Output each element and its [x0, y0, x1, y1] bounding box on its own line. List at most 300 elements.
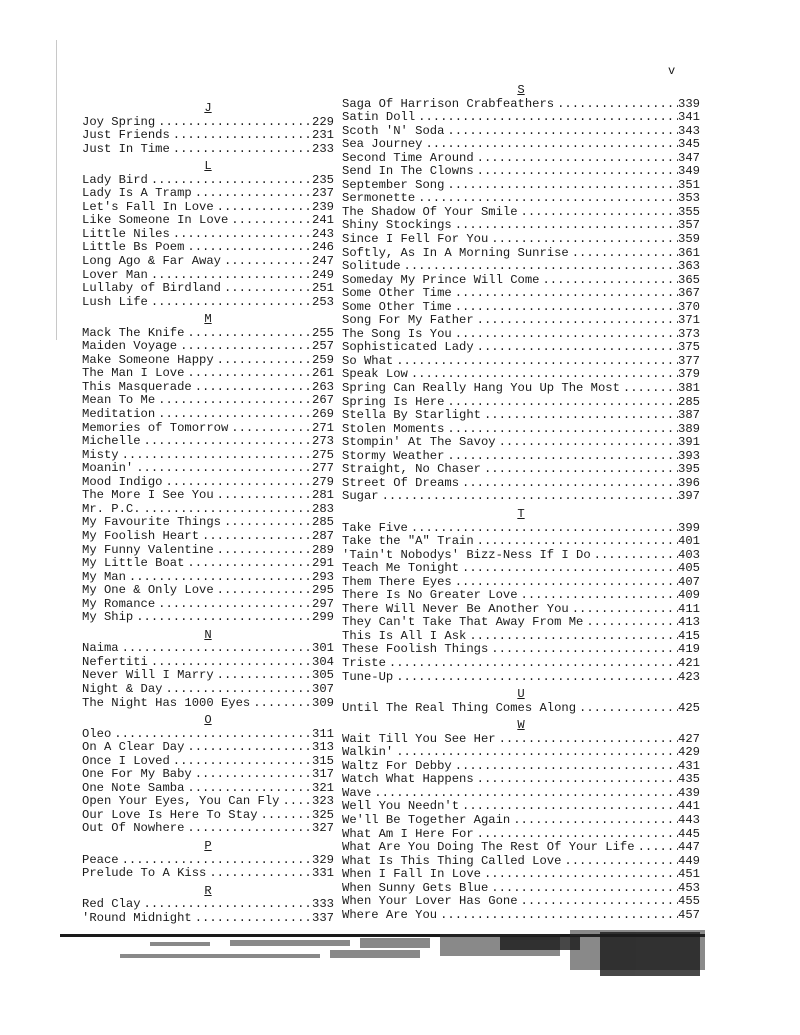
dot-leader	[155, 408, 312, 422]
entry-title: My Man	[82, 569, 126, 584]
index-entry	[82, 854, 334, 868]
entry-title: September Song	[342, 177, 445, 192]
dot-leader	[591, 549, 678, 563]
entry-page: 253	[312, 294, 334, 309]
entry-title: Until The Real Thing Comes Along	[342, 700, 577, 715]
entry-title: We'll Be Together Again	[342, 812, 511, 827]
index-entry	[82, 697, 334, 711]
entry-page: 297	[312, 596, 334, 611]
index-column-left	[82, 102, 334, 925]
index-entry	[82, 327, 334, 341]
entry-page: 281	[312, 488, 334, 503]
entry-title: Stompin' At The Savoy	[342, 435, 496, 450]
entry-page: 387	[678, 408, 700, 423]
entry-title: Mood Indigo	[82, 474, 163, 489]
entry-title: Waltz For Debby	[342, 758, 452, 773]
index-entry	[82, 187, 334, 201]
section-letter-o: O	[204, 713, 212, 728]
index-entry	[342, 882, 700, 896]
entry-page: 231	[312, 128, 334, 143]
entry-title: Mr. P.C.	[82, 501, 141, 516]
dot-leader	[481, 409, 678, 423]
dot-leader	[452, 328, 678, 342]
entry-page: 329	[312, 852, 334, 867]
entry-page: 259	[312, 352, 334, 367]
entry-page: 427	[678, 731, 700, 746]
entry-page: 395	[678, 462, 700, 477]
dot-leader	[214, 584, 312, 598]
dot-leader	[170, 143, 312, 157]
index-entry	[342, 260, 700, 274]
entry-page: 233	[312, 141, 334, 156]
index-entry	[342, 746, 700, 760]
dot-leader	[133, 611, 312, 625]
entry-page: 273	[312, 434, 334, 449]
index-entry	[82, 408, 334, 422]
index-entry	[82, 255, 334, 269]
entry-page: 435	[678, 772, 700, 787]
index-entry	[342, 423, 700, 437]
entry-page: 425	[678, 700, 700, 715]
dot-leader	[258, 809, 312, 823]
entry-title: Spring Is Here	[342, 394, 445, 409]
index-entry	[82, 422, 334, 436]
index-entry	[82, 489, 334, 503]
entry-page: 289	[312, 542, 334, 557]
entry-title: One For My Baby	[82, 767, 192, 782]
entry-page: 293	[312, 569, 334, 584]
dot-leader	[184, 557, 312, 571]
entry-page: 411	[678, 601, 700, 616]
index-entry	[82, 201, 334, 215]
entry-page: 455	[678, 894, 700, 909]
index-entry	[342, 828, 700, 842]
dot-leader	[452, 287, 678, 301]
entry-page: 299	[312, 610, 334, 625]
index-entry	[342, 895, 700, 909]
dot-leader	[415, 111, 678, 125]
dot-leader	[496, 436, 678, 450]
dot-leader	[518, 895, 678, 909]
entry-title: Mack The Knife	[82, 325, 185, 340]
scan-noise-band	[60, 920, 705, 982]
entry-page: 313	[312, 740, 334, 755]
dot-leader	[576, 702, 678, 716]
entry-page: 311	[312, 726, 334, 741]
entry-title: Tune-Up	[342, 669, 394, 684]
index-entry	[342, 787, 700, 801]
entry-page: 239	[312, 199, 334, 214]
entry-title: Little Bs Poem	[82, 240, 185, 255]
entry-page: 361	[678, 245, 700, 260]
entry-page: 415	[678, 628, 700, 643]
section-letter-p: P	[204, 838, 212, 853]
entry-page: 365	[678, 272, 700, 287]
dot-leader	[170, 755, 312, 769]
entry-title: Moanin'	[82, 461, 134, 476]
index-entry	[82, 683, 334, 697]
section-letter-n: N	[204, 627, 212, 642]
entry-title: What Is This Thing Called Love	[342, 853, 562, 868]
entry-page: 349	[678, 164, 700, 179]
index-entry	[342, 549, 700, 563]
entry-page: 399	[678, 520, 700, 535]
dot-leader	[214, 354, 312, 368]
dot-leader	[444, 423, 678, 437]
index-entry	[82, 530, 334, 544]
entry-page: 315	[312, 753, 334, 768]
entry-page: 341	[678, 110, 700, 125]
index-entry	[342, 138, 700, 152]
index-entry	[342, 206, 700, 220]
index-entry	[82, 809, 334, 823]
dot-leader	[452, 219, 678, 233]
index-entry	[82, 741, 334, 755]
dot-leader	[133, 462, 312, 476]
entry-page: 363	[678, 259, 700, 274]
index-entry	[82, 544, 334, 558]
entry-page: 327	[312, 821, 334, 836]
entry-title: Street Of Dreams	[342, 475, 460, 490]
entry-page: 307	[312, 681, 334, 696]
entry-title: Oleo	[82, 726, 112, 741]
entry-page: 359	[678, 232, 700, 247]
entry-page: 375	[678, 340, 700, 355]
dot-leader	[155, 116, 312, 130]
index-entry	[82, 296, 334, 310]
entry-page: 277	[312, 461, 334, 476]
dot-leader	[569, 603, 678, 617]
entry-page: 401	[678, 534, 700, 549]
dot-leader	[401, 260, 678, 274]
index-entry	[342, 562, 700, 576]
dot-leader	[184, 241, 312, 255]
entry-page: 323	[312, 794, 334, 809]
index-entry	[342, 657, 700, 671]
dot-leader	[474, 314, 678, 328]
dot-leader	[474, 152, 678, 166]
dot-leader	[554, 98, 678, 112]
dot-leader	[415, 192, 678, 206]
entry-page: 271	[312, 420, 334, 435]
index-entry	[342, 450, 700, 464]
index-entry	[342, 165, 700, 179]
dot-leader	[393, 671, 678, 685]
section-letter-r: R	[204, 883, 212, 898]
entry-title: Since I Fell For You	[342, 232, 489, 247]
entry-page: 257	[312, 339, 334, 354]
entry-page: 396	[678, 475, 700, 490]
index-entry	[82, 394, 334, 408]
section-letter-t: T	[517, 506, 525, 521]
entry-title: Lush Life	[82, 294, 148, 309]
section-letter-l: L	[204, 159, 212, 174]
entry-page: 409	[678, 588, 700, 603]
entry-page: 295	[312, 583, 334, 598]
index-entry	[82, 462, 334, 476]
dot-leader	[126, 571, 312, 585]
dot-leader	[214, 201, 312, 215]
section-letter-j: J	[204, 101, 212, 115]
index-entry	[342, 328, 700, 342]
index-entry	[342, 522, 700, 536]
index-entry	[342, 616, 700, 630]
index-entry	[82, 898, 334, 912]
entry-page: 379	[678, 367, 700, 382]
dot-leader	[518, 589, 678, 603]
entry-title: My Romance	[82, 596, 156, 611]
index-entry	[342, 98, 700, 112]
entry-page: 343	[678, 123, 700, 138]
dot-leader	[481, 868, 678, 882]
index-entry	[342, 233, 700, 247]
index-entry	[82, 656, 334, 670]
entry-title: Out Of Nowhere	[82, 821, 185, 836]
entry-page: 321	[312, 780, 334, 795]
dot-leader	[221, 516, 312, 530]
index-entry	[342, 463, 700, 477]
entry-title: Stella By Starlight	[342, 408, 481, 423]
entry-title: Red Clay	[82, 897, 141, 912]
entry-title: These Foolish Things	[342, 642, 489, 657]
dot-leader	[162, 476, 312, 490]
dot-leader	[162, 683, 312, 697]
entry-page: 283	[312, 501, 334, 516]
entry-page: 267	[312, 393, 334, 408]
entry-title: My Ship	[82, 610, 134, 625]
dot-leader	[184, 822, 312, 836]
dot-leader	[206, 867, 312, 881]
index-entry	[342, 603, 700, 617]
dot-leader	[386, 657, 678, 671]
index-entry	[342, 287, 700, 301]
entry-page: 333	[312, 897, 334, 912]
index-entry	[82, 728, 334, 742]
index-entry	[82, 598, 334, 612]
entry-page: 441	[678, 799, 700, 814]
index-entry	[342, 111, 700, 125]
entry-page: 337	[312, 910, 334, 925]
index-entry	[82, 282, 334, 296]
entry-title: Stolen Moments	[342, 421, 445, 436]
entry-page: 445	[678, 826, 700, 841]
index-entry	[82, 476, 334, 490]
index-entry	[342, 396, 700, 410]
index-entry	[82, 669, 334, 683]
dot-leader	[192, 768, 312, 782]
index-entry	[82, 143, 334, 157]
entry-title: Misty	[82, 447, 119, 462]
entry-title: Michelle	[82, 434, 141, 449]
entry-page: 291	[312, 556, 334, 571]
entry-page: 304	[312, 654, 334, 669]
entry-page: 247	[312, 254, 334, 269]
dot-leader	[214, 489, 312, 503]
index-entry	[342, 382, 700, 396]
dot-leader	[518, 206, 678, 220]
index-entry	[342, 314, 700, 328]
entry-title: Some Other Time	[342, 299, 452, 314]
entry-title: Walkin'	[342, 745, 394, 760]
entry-title: There Is No Greater Love	[342, 588, 518, 603]
entry-page: 251	[312, 281, 334, 296]
entry-title: Never Will I Marry	[82, 668, 214, 683]
index-entry	[82, 367, 334, 381]
dot-leader	[466, 630, 678, 644]
entry-title: Send In The Clowns	[342, 164, 474, 179]
dot-leader	[459, 562, 678, 576]
entry-page: 403	[678, 547, 700, 562]
index-entry	[82, 241, 334, 255]
entry-page: 377	[678, 353, 700, 368]
entry-title: So What	[342, 353, 394, 368]
entry-page: 249	[312, 267, 334, 282]
dot-leader	[488, 233, 678, 247]
entry-title: They Can't Take That Away From Me	[342, 615, 584, 630]
entry-title: Sophisticated Lady	[342, 340, 474, 355]
entry-title: Take Five	[342, 520, 408, 535]
entry-title: Open Your Eyes, You Can Fly	[82, 794, 280, 809]
index-entry	[82, 116, 334, 130]
dot-leader	[539, 274, 678, 288]
entry-title: Long Ago & Far Away	[82, 254, 221, 269]
entry-page: 391	[678, 435, 700, 450]
index-entry	[342, 773, 700, 787]
entry-page: 423	[678, 669, 700, 684]
dot-leader	[481, 463, 678, 477]
entry-page: 447	[678, 840, 700, 855]
dot-leader	[393, 355, 678, 369]
dot-leader	[199, 530, 312, 544]
dot-leader	[148, 296, 312, 310]
entry-page: 373	[678, 326, 700, 341]
entry-title: Prelude To A Kiss	[82, 866, 207, 881]
index-entry	[342, 490, 700, 504]
entry-page: 285	[678, 394, 700, 409]
entry-title: Peace	[82, 852, 119, 867]
dot-leader	[488, 882, 678, 896]
index-entry	[342, 733, 700, 747]
entry-page: 279	[312, 474, 334, 489]
entry-page: 243	[312, 226, 334, 241]
index-entry	[82, 449, 334, 463]
entry-page: 325	[312, 807, 334, 822]
index-entry	[82, 755, 334, 769]
index-entry	[342, 643, 700, 657]
index-entry	[342, 368, 700, 382]
index-entry	[342, 219, 700, 233]
entry-page: 367	[678, 286, 700, 301]
entry-title: Lady Bird	[82, 172, 148, 187]
entry-title: Naima	[82, 641, 119, 656]
entry-title: Them There Eyes	[342, 574, 452, 589]
index-entry	[82, 557, 334, 571]
dot-leader	[620, 382, 678, 396]
entry-title: Like Someone In Love	[82, 213, 229, 228]
index-entry	[82, 516, 334, 530]
dot-leader	[474, 341, 678, 355]
entry-title: The Man I Love	[82, 366, 185, 381]
dot-leader	[452, 760, 678, 774]
index-entry	[82, 381, 334, 395]
index-entry	[82, 642, 334, 656]
entry-page: 421	[678, 655, 700, 670]
entry-title: Our Love Is Here To Stay	[82, 807, 258, 822]
dot-leader	[371, 787, 678, 801]
entry-page: 317	[312, 767, 334, 782]
dot-leader	[148, 269, 312, 283]
entry-page: 413	[678, 615, 700, 630]
index-entry	[342, 125, 700, 139]
index-entry	[342, 589, 700, 603]
entry-page: 449	[678, 853, 700, 868]
index-entry	[342, 855, 700, 869]
entry-title: The Song Is You	[342, 326, 452, 341]
dot-leader	[444, 179, 678, 193]
index-entry	[342, 702, 700, 716]
entry-title: Nefertiti	[82, 654, 148, 669]
index-column-right	[342, 84, 700, 922]
index-entry	[82, 340, 334, 354]
dot-leader	[111, 728, 312, 742]
entry-title: 'Tain't Nobodys' Bizz-Ness If I Do	[342, 547, 591, 562]
dot-leader	[192, 381, 312, 395]
entry-title: Triste	[342, 655, 386, 670]
entry-title: Memories of Tomorrow	[82, 420, 229, 435]
entry-title: Little Niles	[82, 226, 170, 241]
section-letter-u: U	[517, 687, 525, 702]
entry-page: 235	[312, 172, 334, 187]
index-entry	[342, 671, 700, 685]
index-entry	[342, 355, 700, 369]
index-entry	[342, 436, 700, 450]
entry-page: 353	[678, 191, 700, 206]
dot-leader	[214, 544, 312, 558]
index-entry	[342, 274, 700, 288]
entry-page: 393	[678, 448, 700, 463]
entry-page: 451	[678, 867, 700, 882]
entry-title: My One & Only Love	[82, 583, 214, 598]
entry-title: Some Other Time	[342, 286, 452, 301]
entry-title: Straight, No Chaser	[342, 462, 481, 477]
dot-leader	[279, 795, 312, 809]
dot-leader	[379, 490, 678, 504]
dot-leader	[408, 522, 678, 536]
index-entry	[342, 814, 700, 828]
dot-leader	[228, 214, 312, 228]
dot-leader	[444, 450, 678, 464]
entry-title: This Masquerade	[82, 379, 192, 394]
entry-title: Where Are You	[342, 907, 438, 922]
dot-leader	[422, 138, 678, 152]
entry-page: 285	[312, 515, 334, 530]
entry-page: 457	[678, 907, 700, 922]
index-entry	[342, 301, 700, 315]
entry-page: 229	[312, 114, 334, 129]
dot-leader	[141, 435, 312, 449]
index-entry	[82, 174, 334, 188]
entry-title: Saga Of Harrison Crabfeathers	[342, 96, 555, 111]
index-entry	[342, 630, 700, 644]
entry-page: 405	[678, 561, 700, 576]
entry-title: Stormy Weather	[342, 448, 445, 463]
index-entry	[342, 477, 700, 491]
dot-leader	[184, 327, 312, 341]
entry-page: 407	[678, 574, 700, 589]
entry-title: When I Fall In Love	[342, 867, 481, 882]
index-entry	[342, 841, 700, 855]
dot-leader	[488, 643, 678, 657]
